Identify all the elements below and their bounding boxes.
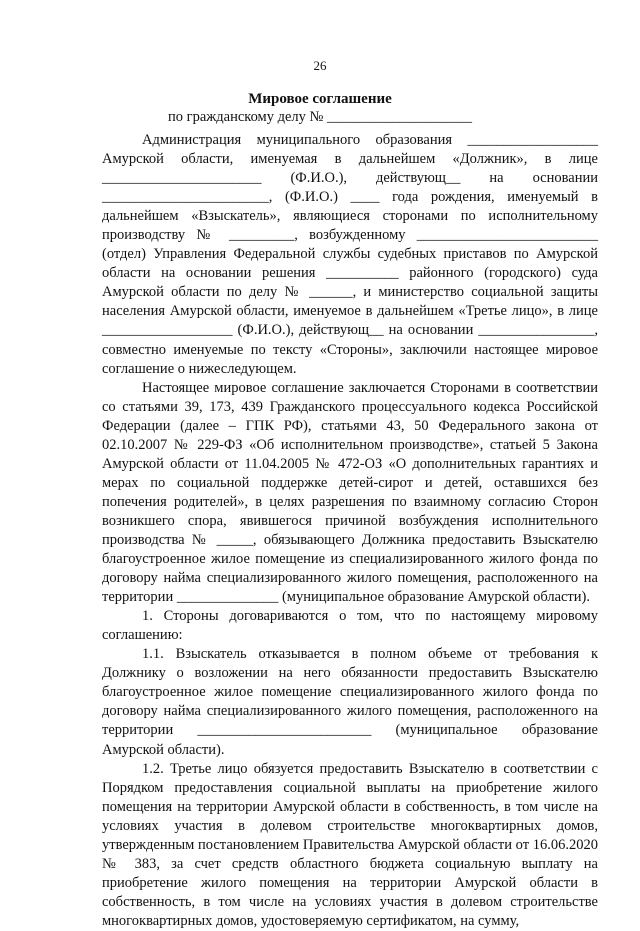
document-subtitle: по гражданскому делу № ____________________ — [167, 109, 472, 125]
paragraph-basis: Настоящее мировое соглашение заключается Сторонами в соответствии со статьями 39, 173, 439 Гражданского процессуального кодекса Российской Федерации (далее – ГПК РФ), статьями 43, 50 Федерального закона от 02.10.2007 № 229-ФЗ «Об исполнительном производстве», статьей 5 Закона Амурской области от 11.04.2005 № 472-ОЗ «О дополнительных гарантиях и мерах по социальной поддержке детей-сирот и детей, оставшихся без попечения родителей», в целях разрешения по взаимному согласию Сторон возникшего спора, явившегося причиной возбуждения исполнительного производства № _____, обязывающего Должника предоставить Взыскателю благоустроенное жилое помещение из специализированного жилого фонда по договору найма специализированного жилого помещения, расположенного на территории ______________ (муниципальное образование Амурской области). — [102, 379, 598, 606]
paragraph-clause-1-2: 1.2. Третье лицо обязуется предоставить Взыскателю в соответствии с Порядком предоставления социальной выплаты на приобретение жилого помещения на территории Амурской области в собственность, в том числе на условиях участия в долевом строительстве многоквартирных домов, утвержденным постановлением Правительства Амурской области от 16.06.2020 № 383, за счет средств областного бюджета социальную выплату на приобретение жилого помещения на территории Амурской области в собственность, в том числе на условиях участия в долевом строительстве многоквартирных домов, удостоверяемую сертификатом, на сумму, — [102, 760, 598, 929]
document-title: Мировое соглашение — [248, 91, 392, 107]
paragraph-clause-1: 1. Стороны договариваются о том, что по настоящему мировому соглашению: — [102, 608, 598, 644]
document-body — [102, 131, 598, 931]
paragraph-parties: Администрация муниципального образования __________________ Амурской области, именуемая в дальнейшем «Должник», в лице ______________________ (Ф.И.О.), действующ__ на основании _______________________, (Ф.И.О.) ____ года рождения, именуемый в дальнейшем «Взыскатель», являющиеся сторонами по исполнительному производству № _________, возбужденному _________________________ (отдел) Управления Федеральной службы судебных приставов по Амурской области на основании решения __________ районного (городского) суда Амурской области по делу № ______, и министерство социальной защиты населения Амурской области, именуемое в дальнейшем «Третье лицо», в лице __________________ (Ф.И.О.), действующ__ на основании ________________, совместно именуемые по тексту «Стороны», заключили настоящее мировое соглашение о нижеследующем. — [102, 132, 598, 377]
page-number: 26 — [313, 58, 327, 73]
paragraph-clause-1-1: 1.1. Взыскатель отказывается в полном объеме от требования к Должнику о возложении на него обязанности предоставить Взыскателю благоустроенное жилое помещение специализированного жилого фонда по договору найма специализированного жилого помещения, расположенного на территории ________________________ (муниципальное образование Амурской области). — [102, 646, 598, 758]
